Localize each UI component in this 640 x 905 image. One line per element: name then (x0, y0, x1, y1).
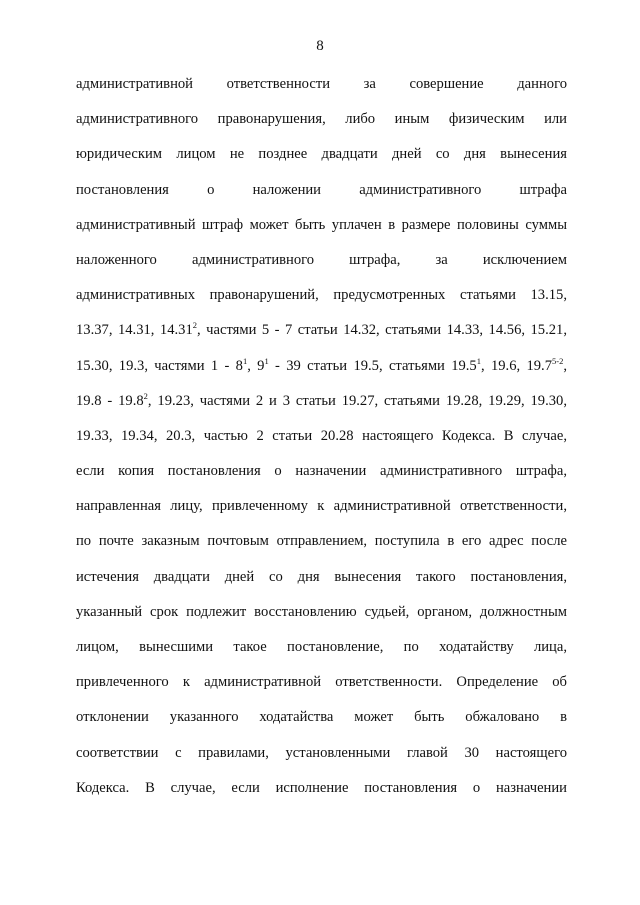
text-line (76, 560, 567, 595)
text-segment: административной ответственности за совершение данного (76, 76, 567, 92)
text-line (76, 524, 567, 559)
text-line (76, 700, 567, 735)
text-segment: Кодекса. В случае, если исполнение постановления о назначении (76, 779, 567, 796)
text-line (76, 313, 567, 348)
text-line (76, 102, 567, 137)
superscript-index: 1 (476, 355, 481, 366)
text-segment: , 9 (247, 357, 265, 374)
text-segment: указанный срок подлежит восстановлению судьей, органом, должностным (76, 603, 567, 620)
superscript-index: 1 (242, 355, 248, 366)
text-segment: , 19.23, частями 2 и 3 статьи 19.27, статьями 19.28, 19.29, 19.30, (147, 392, 567, 409)
text-line (76, 595, 567, 630)
text-line (76, 384, 567, 419)
text-segment: , (563, 357, 567, 374)
text-line (76, 243, 567, 278)
text-segment: если копия постановления о назначении административного штрафа, (76, 463, 567, 480)
text-segment: 13.37, 14.31, 14.31 (76, 322, 193, 339)
text-segment: административных правонарушений, предусмотренных статьями 13.15, (76, 287, 567, 304)
text-segment: по почте заказным почтовым отправлением, поступила в его адрес после (76, 533, 567, 550)
text-line (76, 419, 567, 454)
superscript-index: 2 (143, 390, 148, 401)
text-segment: 15.30, 19.3, частями 1 - 8 (76, 357, 243, 374)
text-segment: административного правонарушения, либо иным физическим или (76, 111, 567, 128)
text-line (76, 278, 567, 313)
text-line (76, 67, 567, 102)
text-line (76, 137, 567, 172)
text-segment: юридическим лицом не позднее двадцати дней со дня вынесения (76, 146, 567, 163)
text-line (76, 349, 567, 384)
text-line (76, 630, 567, 665)
text-segment: соответствии с правилами, установленными главой 30 настоящего (76, 744, 567, 761)
text-segment: 19.33, 19.34, 20.3, частью 2 статьи 20.28 настоящего Кодекса. В случае, (76, 427, 567, 444)
text-segment: , частями 5 - 7 статьи 14.32, статьями 14.33, 14.56, 15.21, (197, 322, 567, 339)
text-segment: , 19.6, 19.7 (480, 357, 552, 374)
superscript-index: 1 (264, 355, 269, 366)
text-segment: направленная лицу, привлеченному к административной ответственности, (76, 498, 567, 515)
text-line (76, 665, 567, 700)
text-line (76, 173, 567, 208)
text-line (76, 771, 567, 806)
text-segment: постановления о наложении административного штрафа (76, 181, 567, 198)
text-line (76, 736, 567, 771)
superscript-index: 2 (192, 320, 198, 331)
text-line (76, 454, 567, 489)
superscript-index: 5-2 (552, 355, 564, 366)
document-body (76, 67, 567, 806)
text-segment: отклонении указанного ходатайства может быть обжаловано в (76, 709, 567, 726)
text-segment: наложенного административного штрафа, за исключением (76, 251, 567, 268)
text-segment: привлеченного к административной ответственности. Определение об (76, 674, 567, 691)
text-segment: истечения двадцати дней со дня вынесения такого постановления, (76, 568, 567, 585)
page-number: 8 (316, 38, 324, 54)
text-segment: 19.8 - 19.8 (76, 392, 144, 409)
text-segment: лицом, вынесшими такое постановление, по ходатайству лица, (76, 639, 567, 655)
text-line (76, 208, 567, 243)
text-segment: - 39 статьи 19.5, статьями 19.5 (268, 357, 477, 374)
text-segment: административный штраф может быть уплачен в размере половины суммы (76, 216, 567, 233)
text-line (76, 489, 567, 524)
